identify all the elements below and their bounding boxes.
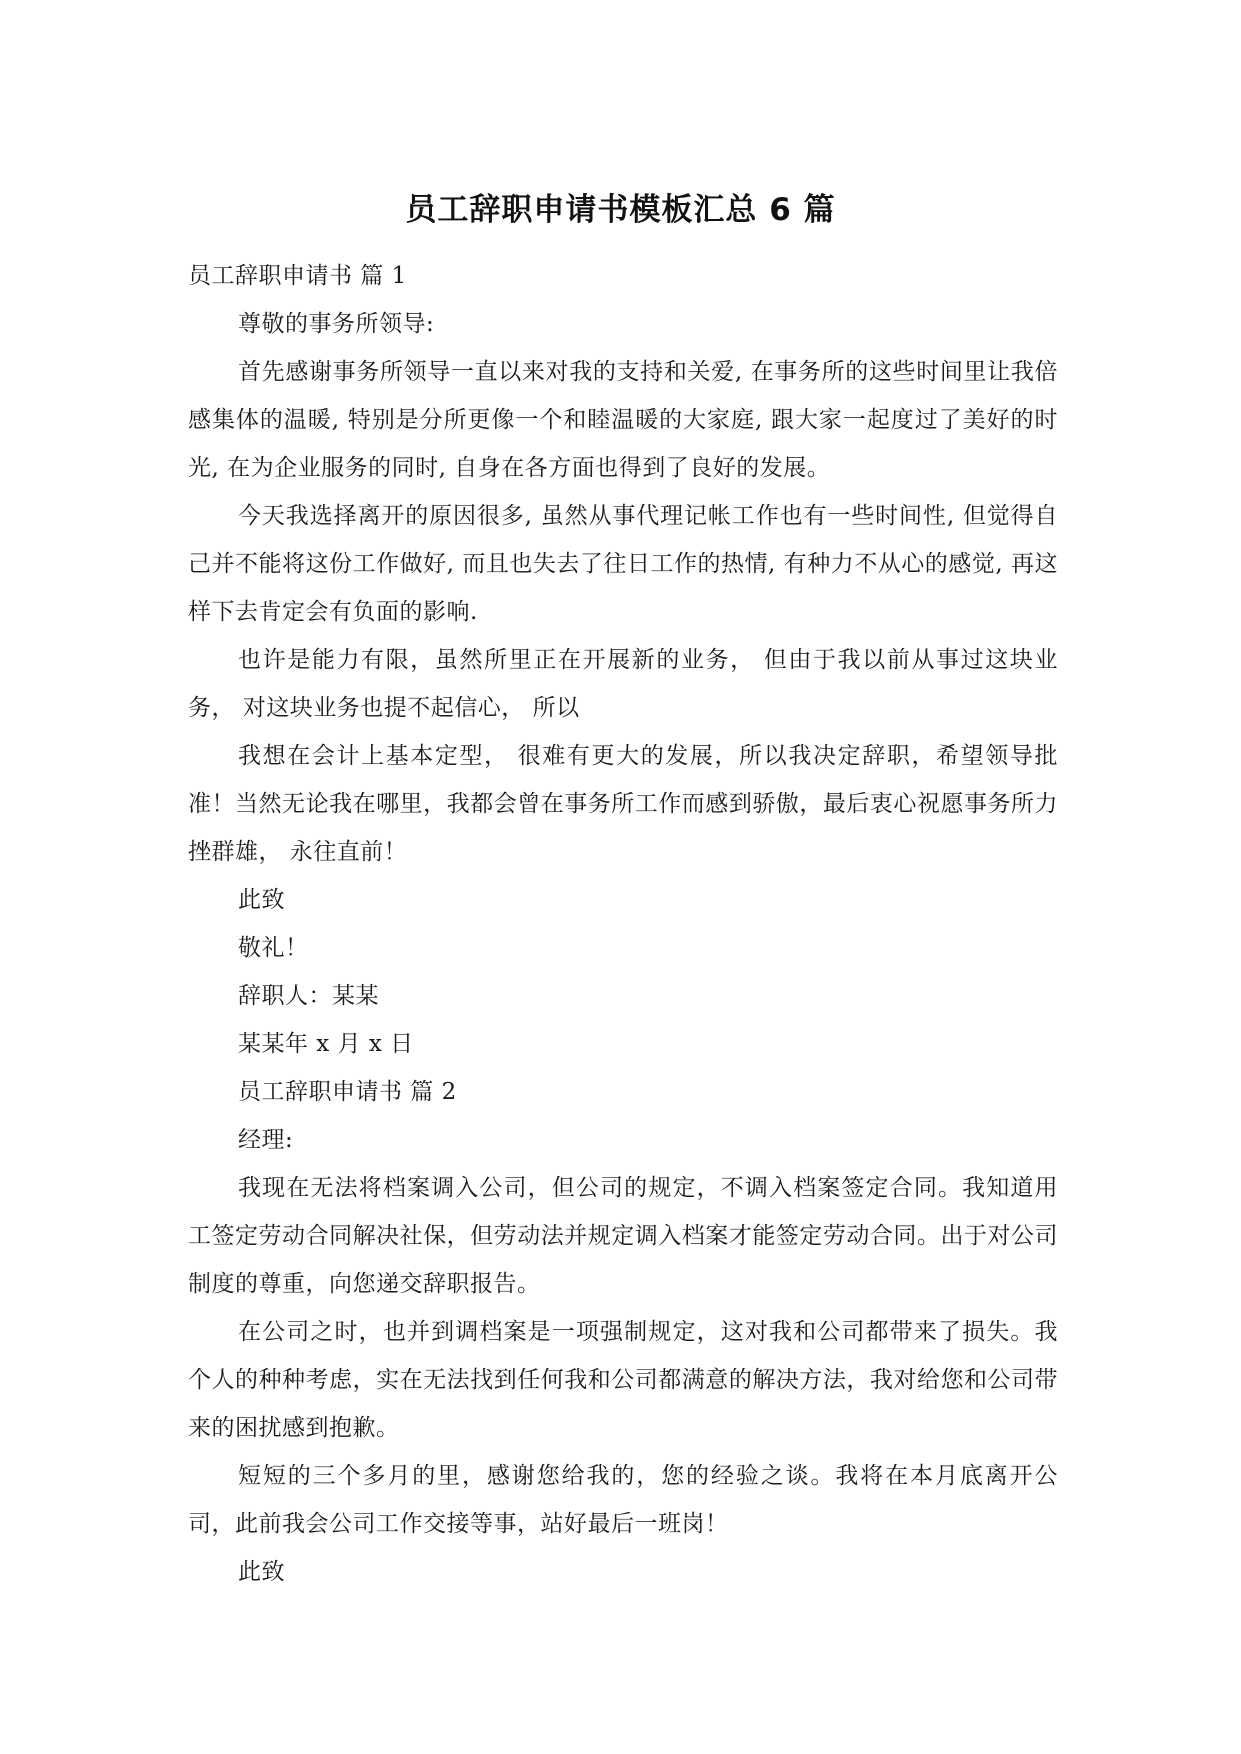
- closing-regards: 敬礼！: [238, 935, 309, 961]
- paragraph: 今天我选择离开的原因很多, 虽然从事代理记帐工作也有一些时间性, 但觉得自己并不能将这份工作做好, 而且也失去了往日工作的热情, 有种力不从心的感觉, 再这样下去肯定会有负面的影响.: [188, 503, 1058, 625]
- paragraph: 我现在无法将档案调入公司，但公司的规定，不调入档案签定合同。我知道用工签定劳动合同解决社保，但劳动法并规定调入档案才能签定劳动合同。出于对公司制度的尊重，向您递交辞职报告。: [188, 1175, 1058, 1297]
- paragraph: 短短的三个多月的里，感谢您给我的，您的经验之谈。我将在本月底离开公司，此前我会公司工作交接等事，站好最后一班岗！: [188, 1463, 1058, 1537]
- paragraph: 也许是能力有限，虽然所里正在开展新的业务， 但由于我以前从事过这块业务， 对这块业务也提不起信心， 所以: [188, 647, 1058, 721]
- section-heading-2: 员工辞职申请书 篇 2: [238, 1079, 457, 1105]
- paragraph: 在公司之时，也并到调档案是一项强制规定，这对我和公司都带来了损失。我个人的种种考虑，实在无法找到任何我和公司都满意的解决方法，我对给您和公司带来的困扰感到抱歉。: [188, 1319, 1058, 1441]
- closing: 此致: [238, 887, 285, 913]
- salutation: 经理:: [238, 1127, 294, 1153]
- document-title: 员工辞职申请书模板汇总 6 篇: [405, 192, 836, 228]
- date-line: 某某年 x 月 x 日: [238, 1031, 414, 1057]
- salutation: 尊敬的事务所领导:: [238, 311, 435, 337]
- closing: 此致: [238, 1559, 285, 1585]
- paragraph: 我想在会计上基本定型， 很难有更大的发展，所以我决定辞职，希望领导批准！当然无论我在哪里，我都会曾在事务所工作而感到骄傲，最后衷心祝愿事务所力挫群雄， 永往直前！: [188, 743, 1058, 865]
- section-heading-1: 员工辞职申请书 篇 1: [188, 263, 407, 289]
- paragraph: 首先感谢事务所领导一直以来对我的支持和关爱, 在事务所的这些时间里让我倍感集体的温暖, 特别是分所更像一个和睦温暖的大家庭, 跟大家一起度过了美好的时光, 在为企业服务的同时, 自身在各方面也得到了良好的发展。: [188, 359, 1058, 481]
- signature: 辞职人：某某: [238, 983, 379, 1009]
- document-body: [188, 252, 1058, 1596]
